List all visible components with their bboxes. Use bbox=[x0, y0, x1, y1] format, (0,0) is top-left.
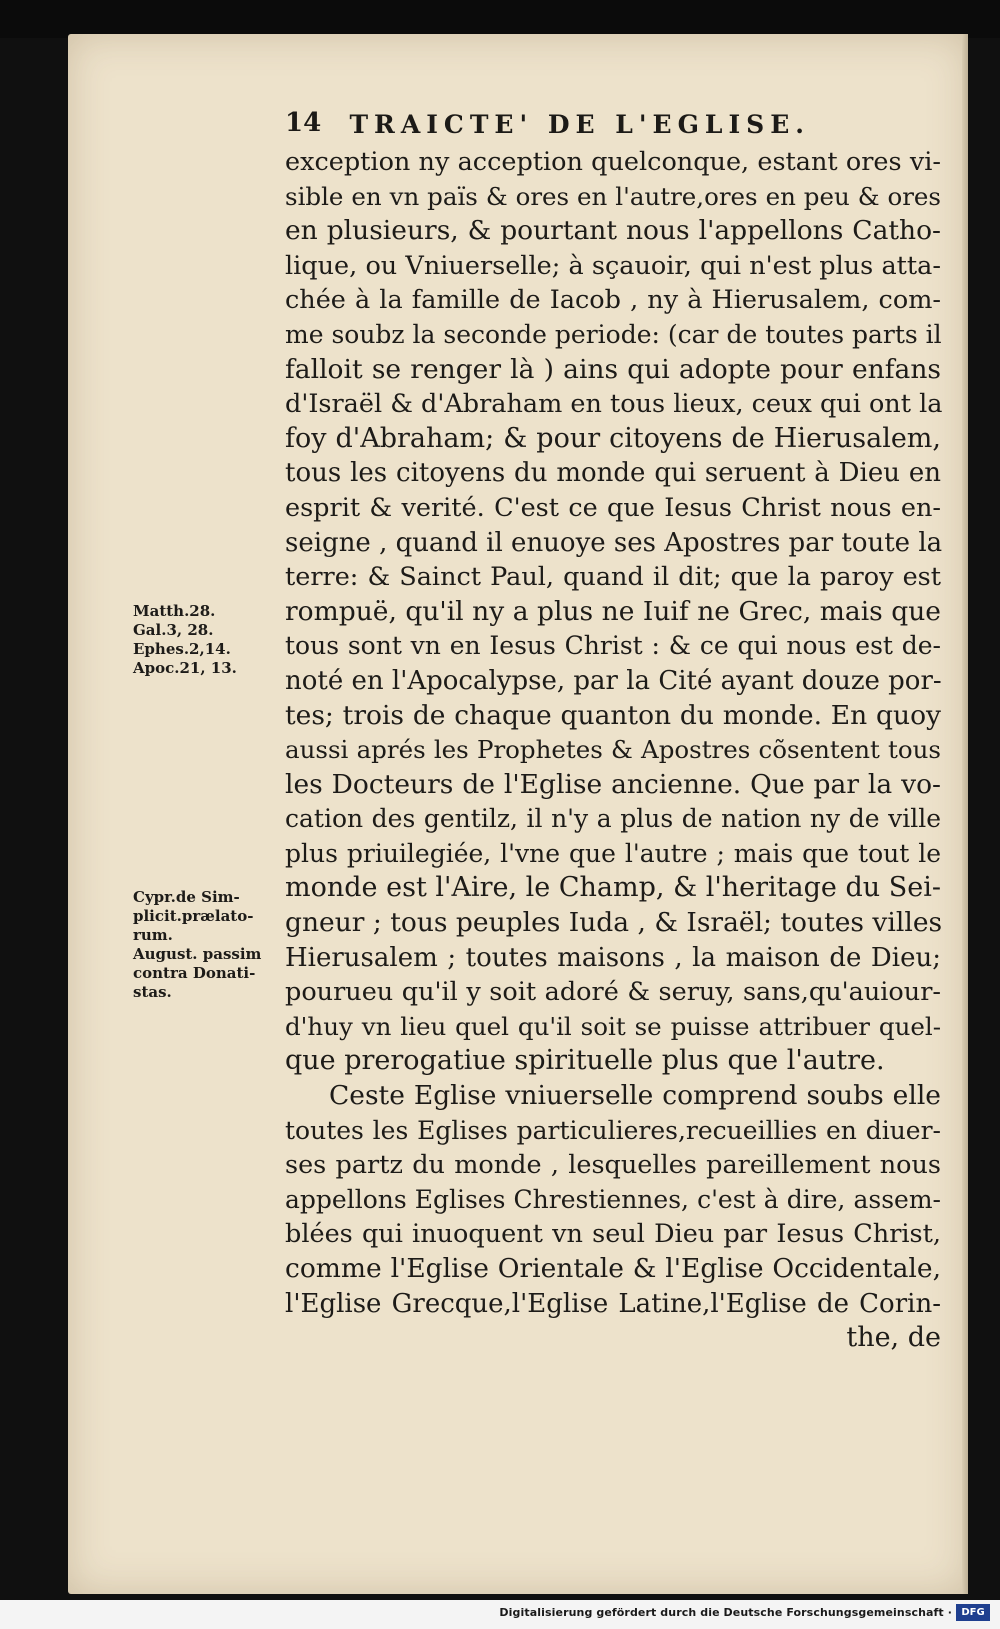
text-line: sible en vn païs & ores en l'autre,ores en peu & ores bbox=[285, 181, 941, 211]
margin-note-line: rum. bbox=[133, 926, 173, 944]
text-line: exception ny acception quelconque, estant ores vi- bbox=[285, 147, 941, 177]
page-number: 14 bbox=[285, 108, 322, 138]
text-line: les Docteurs de l'Eglise ancienne. Que par la vo- bbox=[285, 768, 941, 800]
margin-note-line: Cypr.de Sim- bbox=[133, 888, 240, 906]
text-line: monde est l'Aire, le Champ, & l'heritage du Sei- bbox=[285, 872, 941, 904]
text-line: terre: & Sainct Paul, quand il dit; que la paroy est bbox=[285, 562, 941, 593]
text-line: d'Israël & d'Abraham en tous lieux, ceux qui ont la bbox=[285, 389, 943, 420]
text-line: noté en l'Apocalypse, par la Cité ayant douze por- bbox=[285, 665, 942, 696]
text-line: tous les citoyens du monde qui seruent à Dieu en bbox=[285, 458, 941, 489]
paragraph-end-line: que prerogatiue spirituelle plus que l'autre. bbox=[285, 1045, 885, 1077]
margin-note-line: plicit.prælato- bbox=[133, 907, 254, 925]
margin-note-line: stas. bbox=[133, 983, 172, 1001]
margin-note-fathers bbox=[133, 888, 275, 1002]
text-line: chée à la famille de Iacob , ny à Hierusalem, com- bbox=[285, 285, 941, 316]
text-line: l'Eglise Grecque,l'Eglise Latine,l'Eglise de Corin- bbox=[285, 1288, 941, 1319]
text-line: blées qui inuoquent vn seul Dieu par Iesus Christ, bbox=[285, 1219, 941, 1250]
margin-note-line: Ephes.2,14. bbox=[133, 640, 231, 658]
margin-note-line: Matth.28. bbox=[133, 602, 216, 620]
funding-credit: Digitalisierung gefördert durch die Deutsche Forschungsgemeinschaft · bbox=[499, 1606, 952, 1619]
text-line: falloit se renger là ) ains qui adopte pour enfans bbox=[285, 353, 941, 385]
text-line: comme l'Eglise Orientale & l'Eglise Occidentale, bbox=[285, 1253, 941, 1284]
text-line: d'huy vn lieu quel qu'il soit se puisse attribuer quel- bbox=[285, 1011, 941, 1041]
paragraph-start-line: Ceste Eglise vniuerselle comprend soubs elle bbox=[329, 1080, 941, 1112]
scan-top-border bbox=[0, 0, 1000, 38]
text-line: tous sont vn en Iesus Christ : & ce qui nous est de- bbox=[285, 631, 941, 661]
text-line: seigne , quand il enuoye ses Apostres par toute la bbox=[285, 527, 943, 558]
text-line: foy d'Abraham; & pour citoyens de Hierusalem, bbox=[285, 422, 941, 454]
dfg-logo: DFG bbox=[956, 1604, 990, 1621]
text-line: plus priuilegiée, l'vne que l'autre ; mais que tout le bbox=[285, 838, 941, 868]
text-line: pourueu qu'il y soit adoré & seruy, sans,qu'auiour- bbox=[285, 977, 941, 1008]
running-head: TRAICTE' DE L'EGLISE. bbox=[349, 110, 810, 139]
text-line: cation des gentilz, il n'y a plus de nation ny de ville bbox=[285, 804, 941, 834]
text-line: appellons Eglises Chrestiennes, c'est à dire, assem- bbox=[285, 1184, 941, 1214]
text-line: toutes les Eglises particulieres,recueillies en diuer- bbox=[285, 1115, 941, 1145]
margin-note-scripture bbox=[133, 602, 275, 678]
text-line: rompuë, qu'il ny a plus ne Iuif ne Grec, mais que bbox=[285, 595, 941, 627]
text-line: ses partz du monde , lesquelles pareillement nous bbox=[285, 1150, 941, 1181]
text-line: en plusieurs, & pourtant nous l'appellons Catho- bbox=[285, 215, 941, 247]
text-line: Hierusalem ; toutes maisons , la maison de Dieu; bbox=[285, 942, 941, 973]
text-line: gneur ; tous peuples Iuda , & Israël; toutes villes bbox=[285, 907, 943, 939]
body-text bbox=[285, 145, 941, 1356]
page-edge bbox=[962, 34, 968, 1594]
catchword: the, de bbox=[846, 1322, 941, 1354]
text-line: esprit & verité. C'est ce que Iesus Christ nous en- bbox=[285, 492, 941, 523]
text-line: tes; trois de chaque quanton du monde. En quoy bbox=[285, 699, 941, 731]
text-line: aussi aprés les Prophetes & Apostres cõsentent tous bbox=[285, 735, 941, 765]
margin-note-line: Gal.3, 28. bbox=[133, 621, 214, 639]
text-line: lique, ou Vniuerselle; à sçauoir, qui n'est plus atta- bbox=[285, 250, 941, 281]
margin-note-line: contra Donati- bbox=[133, 964, 256, 982]
margin-note-line: August. passim bbox=[133, 945, 262, 963]
text-line: me soubz la seconde periode: (car de toutes parts il bbox=[285, 319, 942, 349]
margin-note-line: Apoc.21, 13. bbox=[133, 659, 237, 677]
page-header bbox=[285, 108, 810, 146]
